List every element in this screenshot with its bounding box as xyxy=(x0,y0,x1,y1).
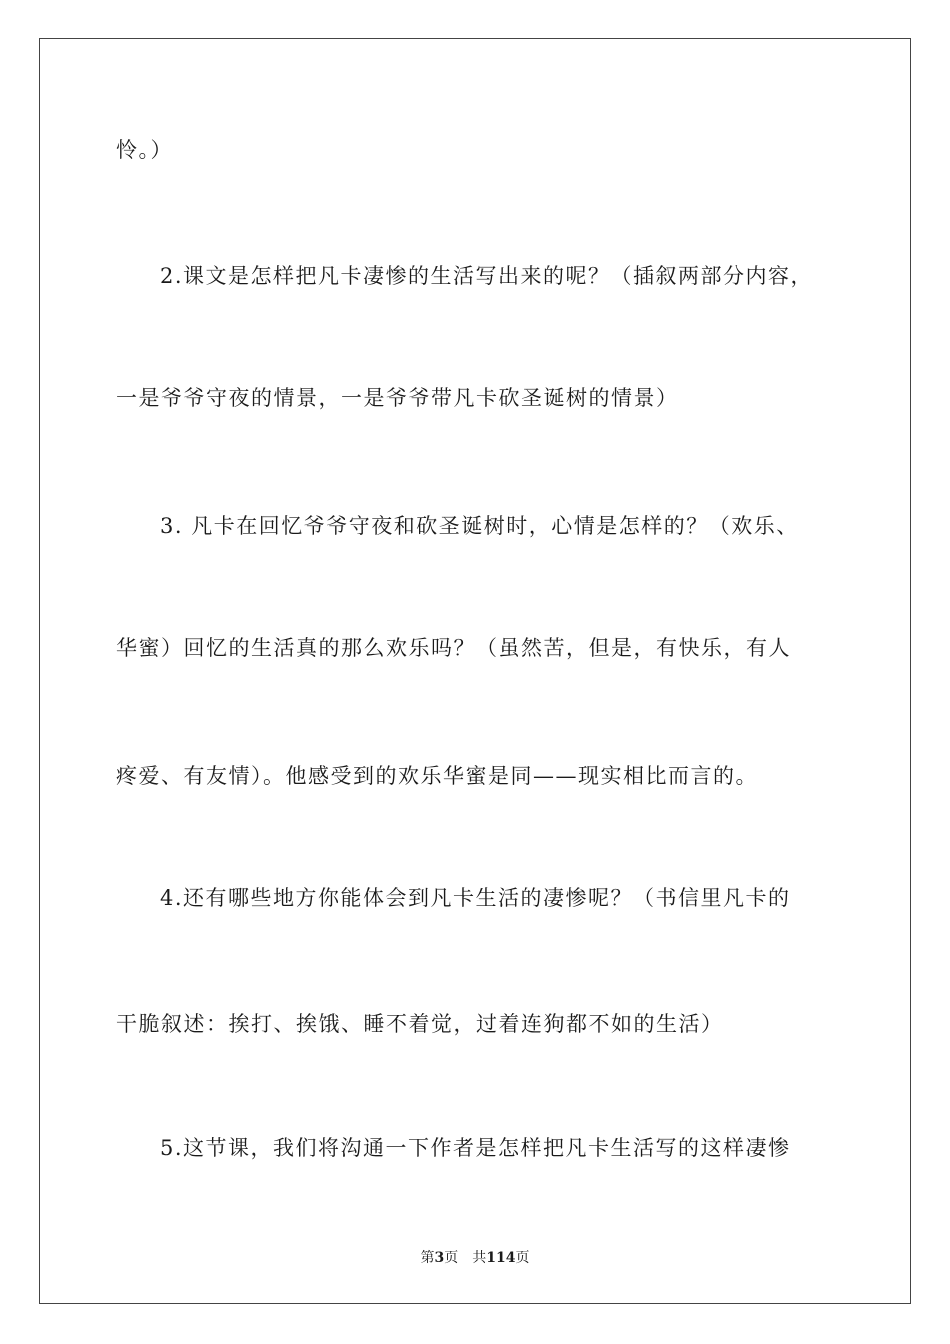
text-line-6: 疼爱、有友情）。他感受到的欢乐华蜜是同——现实相比而言的。 xyxy=(116,764,758,788)
page-footer xyxy=(0,1249,950,1267)
text-line-9: 5.这节课，我们将沟通一下作者是怎样把凡卡生活写的这样凄惨 xyxy=(160,1136,791,1160)
page-border xyxy=(39,38,911,1304)
page-suffix: 页 xyxy=(444,1250,459,1266)
text-line-8: 干脆叙述：挨打、挨饿、睡不着觉，过着连狗都不如的生活） xyxy=(116,1012,724,1036)
total-suffix: 页 xyxy=(515,1250,530,1266)
page-number: 3 xyxy=(434,1250,445,1266)
text-line-7: 4.还有哪些地方你能体会到凡卡生活的凄惨呢？（书信里凡卡的 xyxy=(160,886,791,910)
text-line-2: 2.课文是怎样把凡卡凄惨的生活写出来的呢？（插叙两部分内容， xyxy=(160,264,814,288)
text-line-1: 怜。） xyxy=(116,138,173,162)
text-line-4: 3. 凡卡在回忆爷爷守夜和砍圣诞树时，心情是怎样的？（欢乐、 xyxy=(160,514,799,538)
text-line-5: 华蜜）回忆的生活真的那么欢乐吗？（虽然苦，但是，有快乐，有人 xyxy=(116,636,791,660)
total-pages: 114 xyxy=(486,1250,516,1266)
text-line-3: 一是爷爷守夜的情景，一是爷爷带凡卡砍圣诞树的情景） xyxy=(116,386,679,410)
total-prefix: 共 xyxy=(472,1250,487,1266)
page-prefix: 第 xyxy=(420,1250,435,1266)
